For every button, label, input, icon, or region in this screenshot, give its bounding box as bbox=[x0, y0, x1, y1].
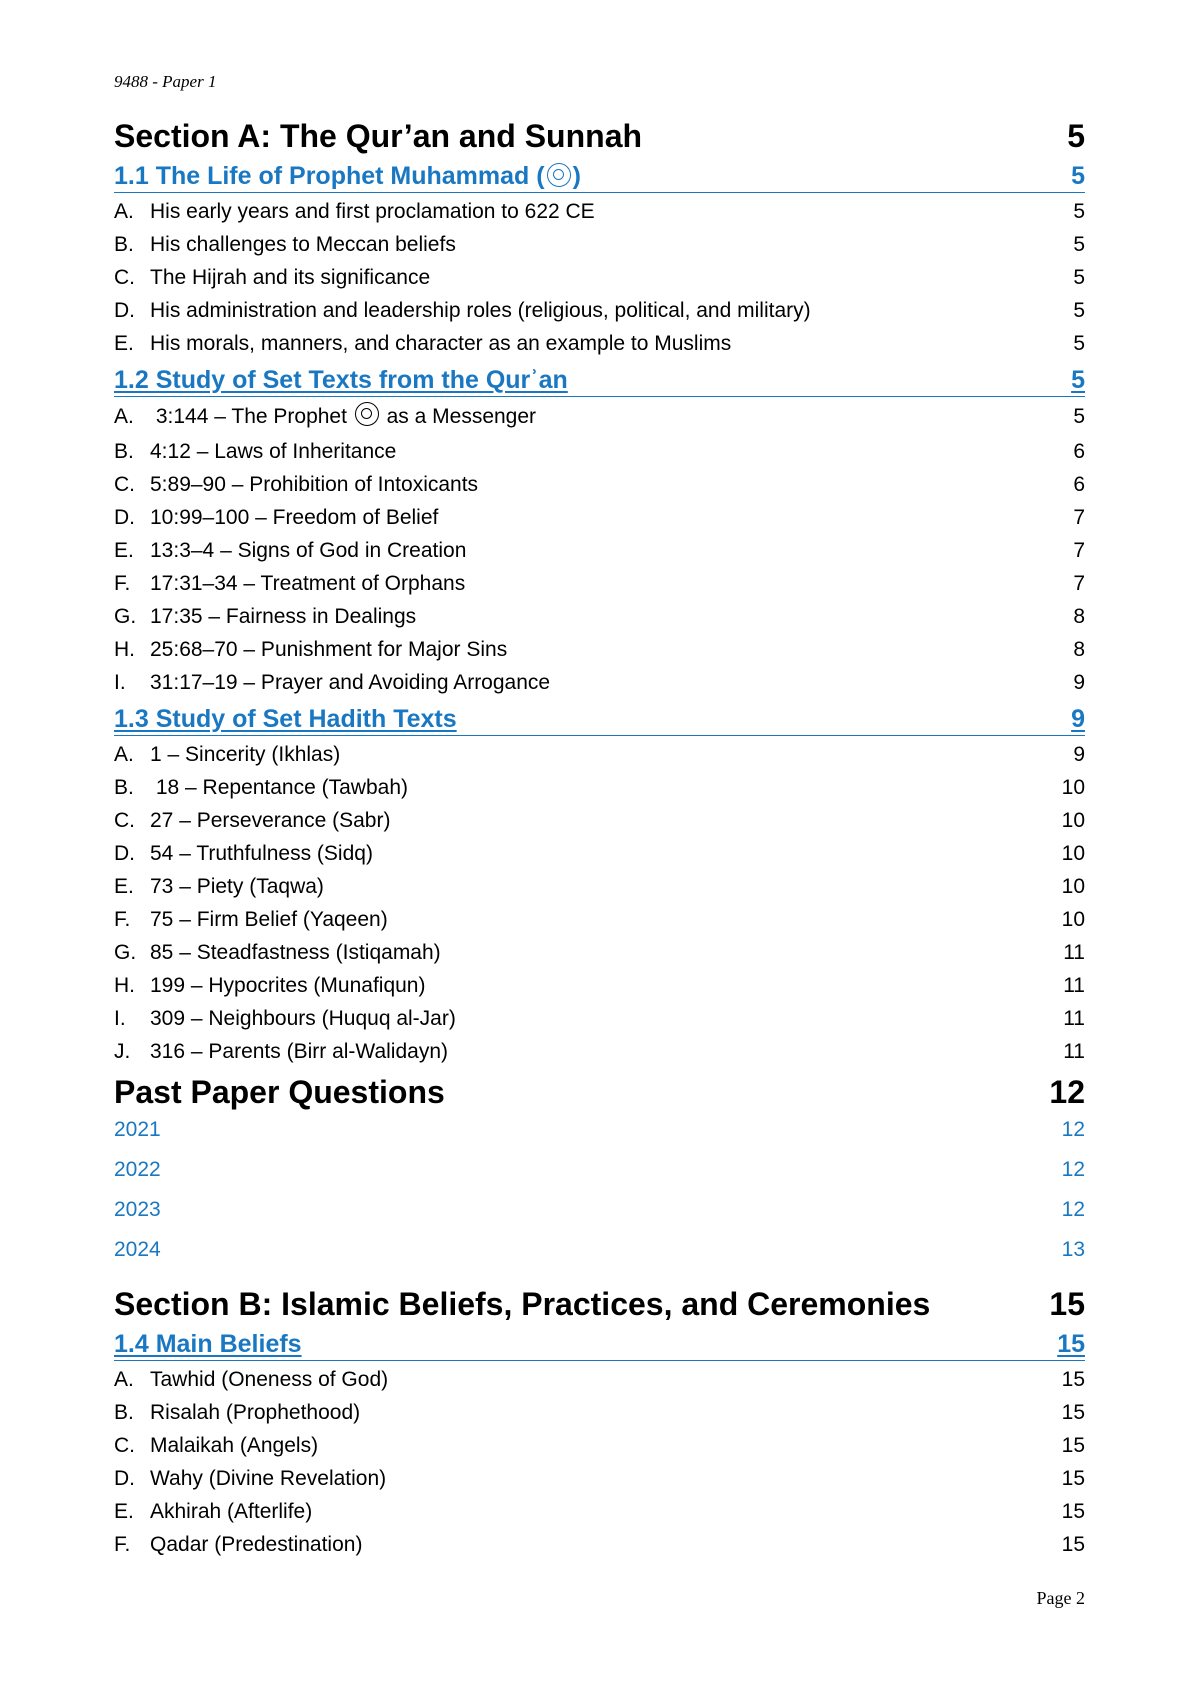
document-page bbox=[114, 0, 1085, 1683]
toc-subsection-1-3[interactable] bbox=[114, 703, 1085, 736]
toc-item[interactable]: A. 3:144 – The Prophet as a Messenger 5 bbox=[114, 399, 1085, 435]
toc-year-link[interactable]: 2023 12 bbox=[114, 1198, 1085, 1221]
toc-item[interactable]: J. 316 – Parents (Birr al-Walidayn) 11 bbox=[114, 1040, 1085, 1063]
section-title: Past Paper Questions bbox=[114, 1074, 445, 1110]
toc-item[interactable]: G. 17:35 – Fairness in Dealings 8 bbox=[114, 605, 1085, 628]
toc-year-link[interactable]: 2024 13 bbox=[114, 1238, 1085, 1261]
toc-past-papers[interactable] bbox=[114, 1068, 1085, 1116]
toc-item[interactable]: B. 18 – Repentance (Tawbah) 10 bbox=[114, 776, 1085, 799]
toc-item[interactable]: E. 73 – Piety (Taqwa) 10 bbox=[114, 875, 1085, 898]
toc-item[interactable]: A. His early years and first proclamation to 622 CE 5 bbox=[114, 200, 1085, 223]
toc-item[interactable]: C. 27 – Perseverance (Sabr) 10 bbox=[114, 809, 1085, 832]
section-title: Section A: The Qur’an and Sunnah bbox=[114, 118, 643, 154]
toc-section-a[interactable] bbox=[114, 112, 1085, 160]
salawat-calligraphy-icon bbox=[547, 163, 571, 187]
toc-item[interactable]: A. 1 – Sincerity (Ikhlas) 9 bbox=[114, 743, 1085, 766]
toc-year-link[interactable]: 2021 12 bbox=[114, 1118, 1085, 1141]
page-number: Page 2 bbox=[1036, 1588, 1085, 1608]
subsection-page: 15 bbox=[1057, 1330, 1085, 1358]
toc-list-past-papers bbox=[114, 1110, 1085, 1270]
toc-item[interactable]: D. 54 – Truthfulness (Sidq) 10 bbox=[114, 842, 1085, 865]
toc-item[interactable]: B. Risalah (Prophethood) 15 bbox=[114, 1401, 1085, 1424]
running-header: 9488 - Paper 1 bbox=[114, 72, 217, 91]
toc-list-1-1 bbox=[114, 195, 1085, 360]
toc-subsection-1-4[interactable] bbox=[114, 1328, 1085, 1361]
subsection-title: 1.2 Study of Set Texts from the Qurʾan bbox=[114, 366, 568, 394]
toc-list-1-3 bbox=[114, 738, 1085, 1068]
toc-item[interactable]: C. The Hijrah and its significance 5 bbox=[114, 266, 1085, 289]
toc-item[interactable]: B. His challenges to Meccan beliefs 5 bbox=[114, 233, 1085, 256]
toc-subsection-1-1[interactable] bbox=[114, 160, 1085, 193]
subsection-title: 1.1 The Life of Prophet Muhammad ( ) bbox=[114, 162, 581, 190]
toc-item[interactable]: E. Akhirah (Afterlife) 15 bbox=[114, 1500, 1085, 1523]
toc-list-1-4 bbox=[114, 1363, 1085, 1561]
subsection-page: 5 bbox=[1071, 366, 1085, 394]
toc-item[interactable]: A. Tawhid (Oneness of God) 15 bbox=[114, 1368, 1085, 1391]
toc-item[interactable]: I. 31:17–19 – Prayer and Avoiding Arrogance 9 bbox=[114, 671, 1085, 694]
subsection-title: 1.4 Main Beliefs bbox=[114, 1330, 302, 1358]
section-page: 12 bbox=[1049, 1074, 1085, 1110]
subsection-page: 5 bbox=[1071, 162, 1085, 190]
toc-item[interactable]: D. Wahy (Divine Revelation) 15 bbox=[114, 1467, 1085, 1490]
toc-item[interactable]: H. 199 – Hypocrites (Munafiqun) 11 bbox=[114, 974, 1085, 997]
toc-subsection-1-2[interactable] bbox=[114, 364, 1085, 397]
toc-year-link[interactable]: 2022 12 bbox=[114, 1158, 1085, 1181]
toc-list-1-2 bbox=[114, 399, 1085, 699]
toc-item[interactable]: C. 5:89–90 – Prohibition of Intoxicants 6 bbox=[114, 473, 1085, 496]
toc-item[interactable]: F. 75 – Firm Belief (Yaqeen) 10 bbox=[114, 908, 1085, 931]
salawat-calligraphy-icon bbox=[355, 402, 379, 426]
toc-section-b[interactable] bbox=[114, 1280, 1085, 1328]
section-title: Section B: Islamic Beliefs, Practices, and Ceremonies bbox=[114, 1286, 931, 1322]
table-of-contents bbox=[114, 112, 1085, 1561]
toc-item[interactable]: D. 10:99–100 – Freedom of Belief 7 bbox=[114, 506, 1085, 529]
toc-item[interactable]: E. 13:3–4 – Signs of God in Creation 7 bbox=[114, 539, 1085, 562]
section-page: 15 bbox=[1049, 1286, 1085, 1322]
toc-item[interactable]: F. 17:31–34 – Treatment of Orphans 7 bbox=[114, 572, 1085, 595]
toc-item[interactable]: E. His morals, manners, and character as an example to Muslims 5 bbox=[114, 332, 1085, 355]
toc-item[interactable]: B. 4:12 – Laws of Inheritance 6 bbox=[114, 440, 1085, 463]
subsection-title: 1.3 Study of Set Hadith Texts bbox=[114, 705, 457, 733]
toc-item[interactable]: I. 309 – Neighbours (Huquq al-Jar) 11 bbox=[114, 1007, 1085, 1030]
toc-item[interactable]: D. His administration and leadership roles (religious, political, and military) 5 bbox=[114, 299, 1085, 322]
subsection-page: 9 bbox=[1071, 705, 1085, 733]
toc-item[interactable]: F. Qadar (Predestination) 15 bbox=[114, 1533, 1085, 1556]
section-page: 5 bbox=[1067, 118, 1085, 154]
toc-item[interactable]: C. Malaikah (Angels) 15 bbox=[114, 1434, 1085, 1457]
toc-item[interactable]: H. 25:68–70 – Punishment for Major Sins 8 bbox=[114, 638, 1085, 661]
toc-item[interactable]: G. 85 – Steadfastness (Istiqamah) 11 bbox=[114, 941, 1085, 964]
